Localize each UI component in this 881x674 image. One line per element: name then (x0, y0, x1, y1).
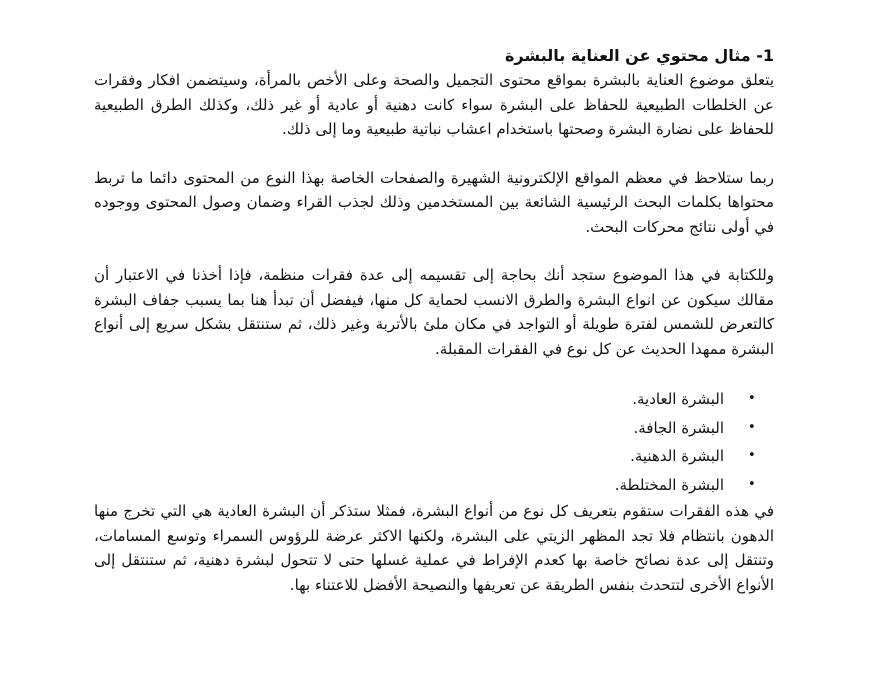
list-item-text: البشرة العادية. (632, 390, 724, 408)
list-item (94, 385, 774, 414)
intro-paragraph: يتعلق موضوع العناية بالبشرة بمواقع محتوى التجميل والصحة وعلى الأخص بالمرأة، وسيتضمن افكار وفقرات عن الخلطات الطبيعية للحفاظ على البشرة سواء كانت دهنية أو عادية أو غير ذلك، وكذلك الطرق الطبيعية للحفاظ على نضارة البشرة وصحتها باستخدام اعشاب نباتية طبيعية وما إلى ذلك. (94, 71, 774, 138)
list-item (94, 442, 774, 471)
section-heading (94, 44, 774, 68)
seo-paragraph: ربما ستلاحظ في معظم المواقع الإلكترونية الشهيرة والصفحات الخاصة بهذا النوع من المحتوى دائما ما تربط محتواها بكلمات البحث الرئيسية الشائعة بين المستخدمين وذلك لجذب القراء وضمان وصول المحتوى ووجوده في أولى نتائج محركات البحث. (94, 168, 774, 236)
skin-types-list (94, 385, 774, 499)
list-item-text: البشرة المختلطة. (614, 475, 724, 494)
list-item (94, 414, 774, 443)
paragraph-spacer (94, 142, 774, 166)
document-body (94, 44, 774, 597)
closing-paragraph: في هذه الفقرات ستقوم بتعريف كل نوع من أنواع البشرة، فمثلا ستذكر أن البشرة العادية هي التي تخرج منها الدهون بانتظام فلا تجد المظهر الزيتي على البشرة، ولكنها الاكثر عرضة للرؤوس السمراء وتوسع المسامات، وتنتقل إلى عدة نصائح خاصة بها كعدم الإفراط في عملية غسلها حتى لا تتحول لبشرة دهنية، ثم ستنتقل إلى الأنواع الأخرى لتتحدث بنفس الطريقة عن تعريفها والنصيحة الأفضل للاعتناء بها. (94, 502, 774, 594)
list-item-text: البشرة الجافة. (633, 418, 724, 437)
list-item (94, 471, 774, 500)
list-item-text: البشرة الدهنية. (630, 447, 724, 465)
paragraph-spacer (94, 239, 774, 263)
structure-paragraph: وللكتابة في هذا الموضوع ستجد أنك بحاجة إلى تقسيمه إلى عدة فقرات منظمة، فإذا أخذنا في الاعتبار أن مقالك سيكون عن انواع البشرة والطرق الانسب لحماية كل منها، فيفضل أن تبدأ هنا بما يسبب جفاف البشرة كالتعرض للشمس لفترة طويلة أو التواجد في مكان ملئ بالأتربة وغير ذلك، ثم ستنتقل بشكل سريع إلى أنواع البشرة ممهدا الحديث عن كل نوع في الفقرات المقبلة. (94, 266, 774, 358)
section-heading-text: 1- مثال محتوي عن العناية بالبشرة (505, 46, 774, 65)
paragraph-spacer (94, 361, 774, 385)
